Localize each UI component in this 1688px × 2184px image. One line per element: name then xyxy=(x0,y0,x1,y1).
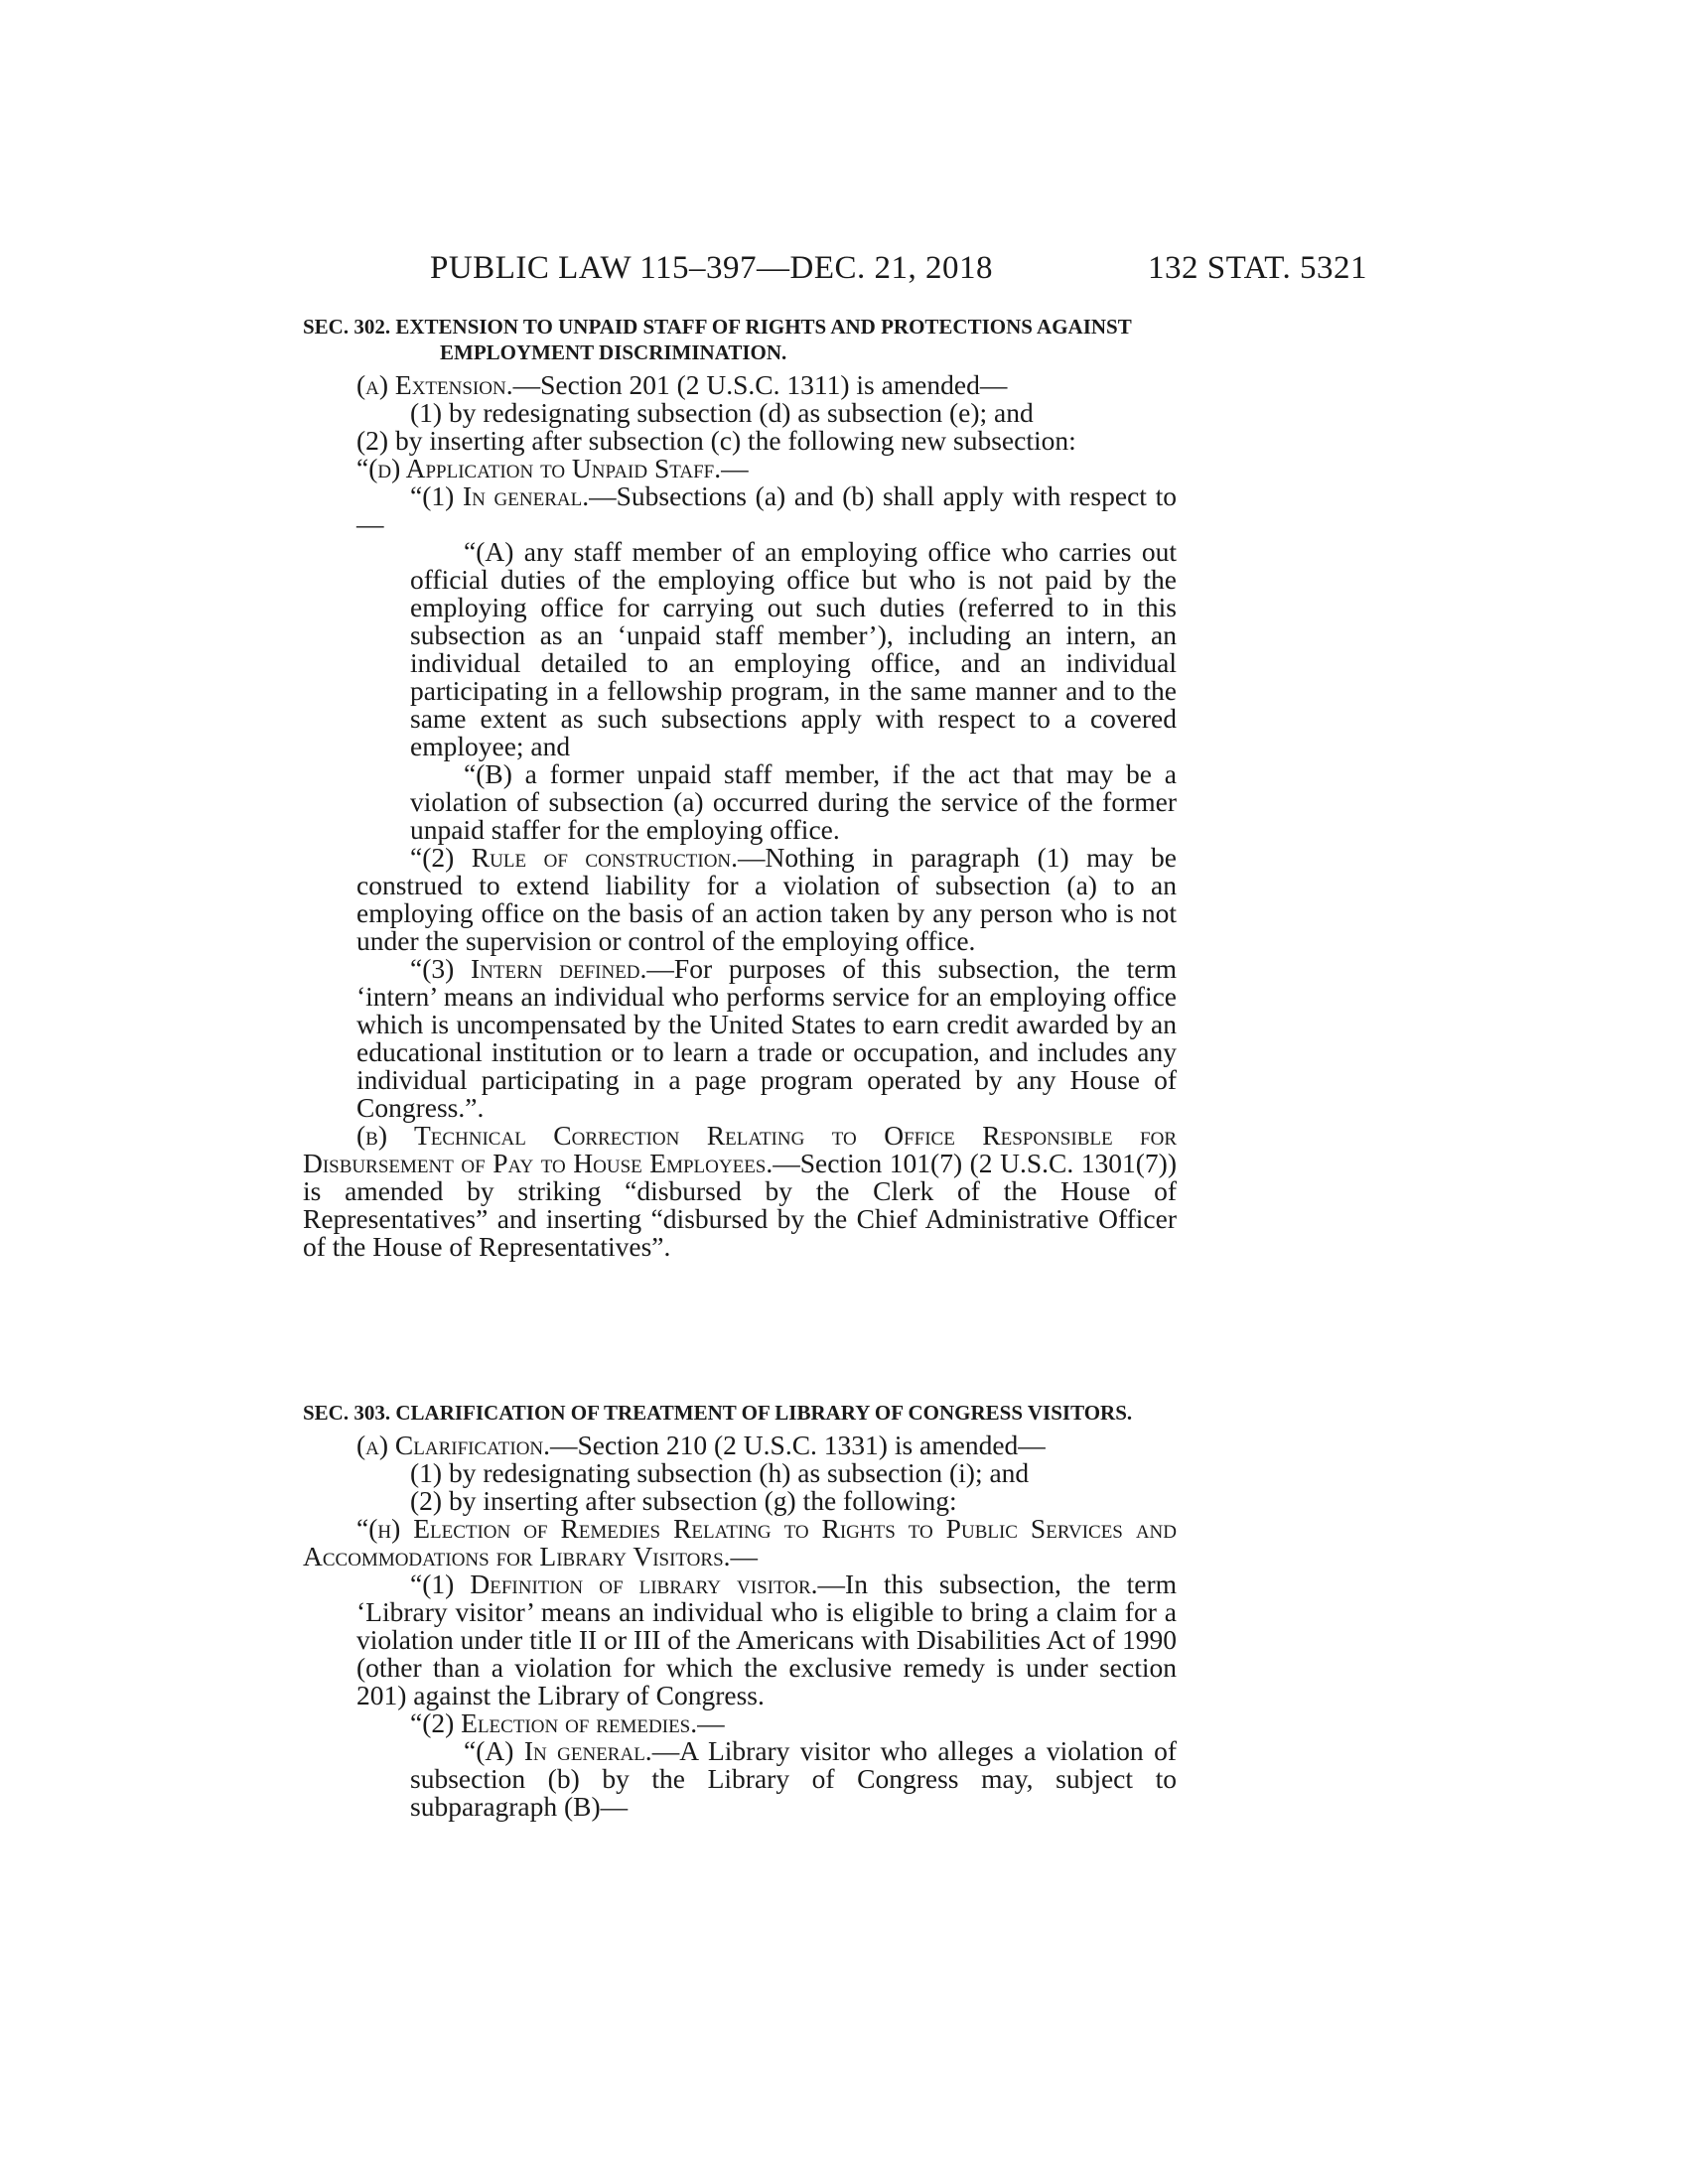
subsection-b: (b) Technical Correction Relating to Office Responsible for Disbursement of Pay to House Employees.—Section 101(7) (2 U.S.C. 1301(7)) is amended by striking “disbursed by the Clerk of the House of Representatives” and inserting “disbursed by the Chief Administrative Officer of the House of Representatives”. xyxy=(303,1120,1177,1262)
running-header: PUBLIC LAW 115–397—DEC. 21, 2018 xyxy=(430,250,994,286)
paragraph-d1: “(1) In general.—Subsections (a) and (b) shall apply with respect to— xyxy=(356,480,1177,539)
subparagraph-d1A: “(A) any staff member of an employing office who carries out official duties of the employing office but who is not paid by the employing office for carrying out such duties (referred to in this subsection as an ‘unpaid staff member’), including an intern, an individual detailed to an employing office, and an individual participating in a fellowship program, in the same manner and to the same extent as such subsections apply with respect to a covered employee; and xyxy=(410,536,1177,761)
section-heading: SEC. 302. EXTENSION TO UNPAID STAFF OF RIGHTS AND PROTECTIONS AGAINST EMPLOYMENT DISCRIMINATION. xyxy=(303,315,1132,364)
subsection-h-caption: “(h) Election of Remedies Relating to Rights to Public Services and Accommodations for Library Visitors.— xyxy=(303,1513,1177,1571)
section-303 xyxy=(303,1400,1177,1821)
subsection-d-caption: “(d) Application to Unpaid Staff.— xyxy=(356,453,749,483)
paragraph-h1: “(1) Definition of library visitor.—In this subsection, the term ‘Library visitor’ means an individual who is eligible to bring a claim for a violation under title II or III of the Americans with Disabilities Act of 1990 (other than a violation for which the exclusive remedy is under section 201) against the Library of Congress. xyxy=(356,1569,1177,1710)
paragraph-d3: “(3) Intern defined.—For purposes of this subsection, the term ‘intern’ means an individual who performs service for an employing office which is uncompensated by the United States to earn credit awarded by an educational institution or to learn a trade or occupation, and includes any individual participating in a page program operated by any House of Congress.”. xyxy=(356,953,1177,1123)
paragraph-a2: (2) by inserting after subsection (c) the following new subsection: xyxy=(356,425,1076,456)
paragraph-a1: (1) by redesignating subsection (d) as subsection (e); and xyxy=(410,397,1034,428)
subparagraph-d1B: “(B) a former unpaid staff member, if the act that may be a violation of subsection (a) occurred during the service of the former unpaid staffer for the employing office. xyxy=(410,758,1177,845)
paragraph-a1: (1) by redesignating subsection (h) as subsection (i); and xyxy=(410,1457,1030,1488)
statute-page-number: 132 STAT. 5321 xyxy=(1148,250,1368,286)
section-heading: SEC. 303. CLARIFICATION OF TREATMENT OF LIBRARY OF CONGRESS VISITORS. xyxy=(303,1401,1133,1425)
subsection-a: (a) Clarification.—Section 210 (2 U.S.C. 1331) is amended— xyxy=(356,1430,1046,1460)
section-302 xyxy=(303,314,1177,1261)
paragraph-h2: “(2) Election of remedies.— xyxy=(410,1707,725,1738)
paragraph-d2: “(2) Rule of construction.—Nothing in paragraph (1) may be construed to extend liability for a violation of subsection (a) to an employing office on the basis of an action taken by any person who is not under the supervision or control of the employing office. xyxy=(356,842,1177,956)
subparagraph-h2A: “(A) In general.—A Library visitor who alleges a violation of subsection (b) by the Library of Congress may, subject to subparagraph (B)— xyxy=(410,1735,1177,1822)
paragraph-a2: (2) by inserting after subsection (g) the following: xyxy=(410,1485,957,1516)
subsection-a: (a) Extension.—Section 201 (2 U.S.C. 1311) is amended— xyxy=(356,369,1008,400)
